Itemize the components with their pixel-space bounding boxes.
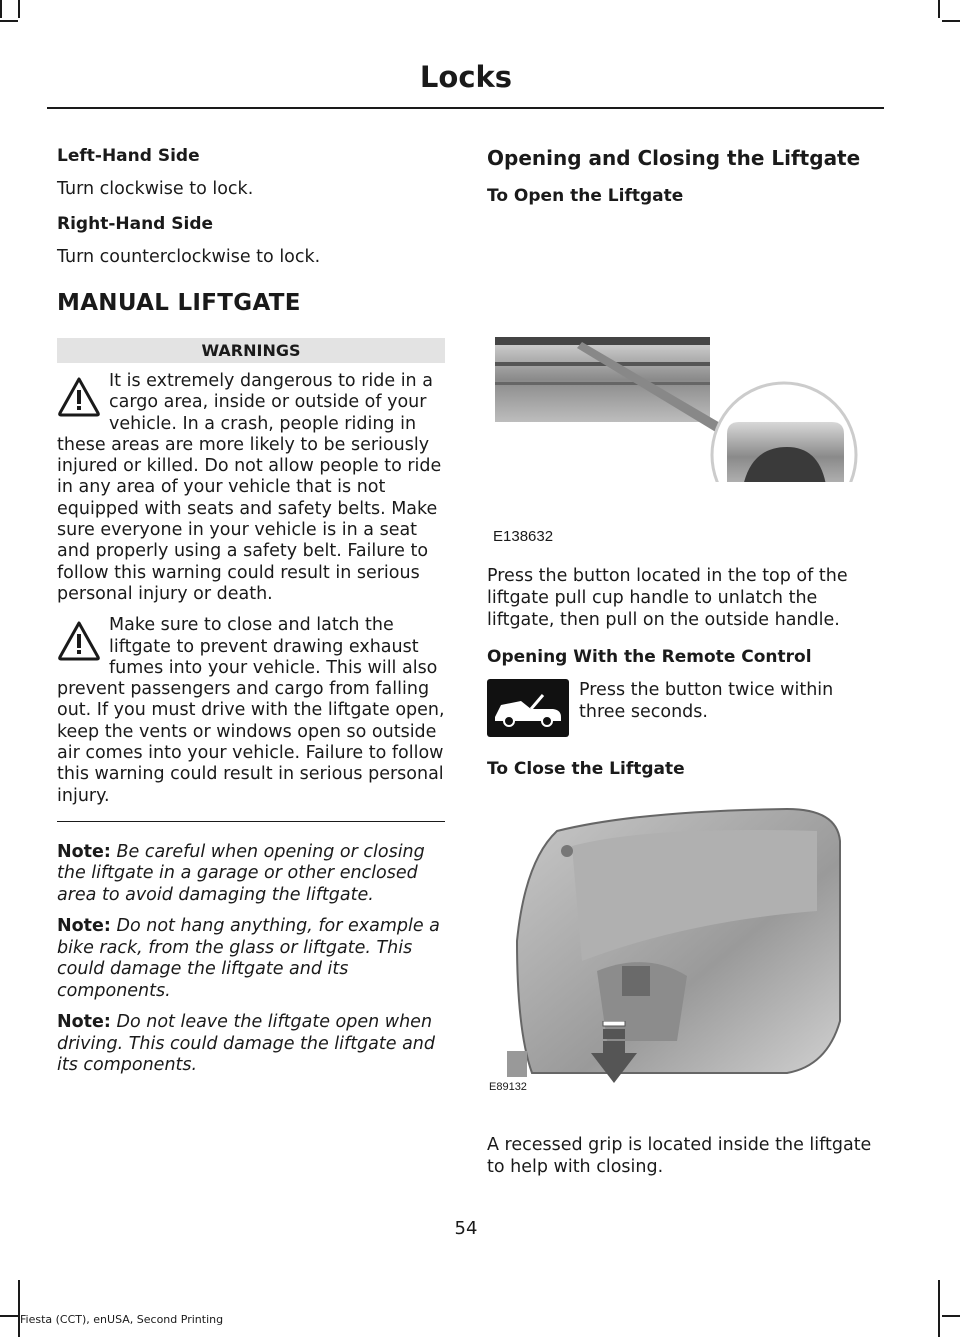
section-title-opening-closing: Opening and Closing the Liftgate	[487, 146, 861, 170]
figure-liftgate-handle	[487, 218, 880, 545]
warning-2	[57, 615, 445, 807]
remote-text: Press the button twice within three seconds.	[579, 680, 834, 722]
figure-liftgate-closing	[487, 791, 880, 1106]
warning-triangle-icon	[57, 619, 101, 663]
crop-mark	[0, 0, 2, 18]
liftgate-remote-icon	[487, 679, 569, 737]
note-1-text: Be careful when opening or closing the liftgate in a garage or other enclosed area to avoid damaging the liftgate.	[57, 841, 425, 905]
crop-mark	[0, 1315, 18, 1317]
crop-mark	[18, 1280, 20, 1337]
left-column	[57, 146, 445, 1087]
note-label: Note:	[57, 916, 111, 937]
lhs-text: Turn clockwise to lock.	[57, 179, 254, 199]
figure-id: E89132	[489, 1081, 527, 1093]
crop-mark	[938, 1280, 940, 1337]
remote-instruction	[487, 679, 880, 737]
warning-1	[57, 371, 445, 605]
lhs-heading: Left-Hand Side	[57, 146, 200, 166]
figure-id: E138632	[493, 528, 554, 545]
warning-triangle-icon	[57, 375, 101, 419]
close-heading: To Close the Liftgate	[487, 759, 685, 779]
warnings-header: WARNINGS	[57, 338, 445, 363]
remote-heading: Opening With the Remote Control	[487, 647, 812, 667]
page-number: 54	[454, 1218, 478, 1239]
note-2	[57, 916, 445, 1002]
crop-mark	[942, 1315, 960, 1317]
header-rule	[47, 107, 884, 109]
note-label: Note:	[57, 841, 111, 862]
crop-mark	[938, 0, 940, 18]
note-2-text: Do not hang anything, for example a bike rack, from the glass or liftgate. This could damage the liftgate and its components.	[57, 916, 440, 1001]
warning-1-text: It is extremely dangerous to ride in a cargo area, inside or outside of your vehicle. In a crash, people riding in these areas are more likely to be seriously injured or killed. Do not allow people to ride in any area of your vehicle that is not equipped with seats and safety belts. Make sure everyone in your vehicle is in a seat and properly using a safety belt. Failure to follow this warning could result in serious personal injury or death.	[57, 371, 442, 604]
open-heading: To Open the Liftgate	[487, 186, 684, 206]
liftgate-interior-illustration	[487, 801, 880, 1096]
liftgate-handle-illustration	[487, 222, 880, 482]
rhs-heading: Right-Hand Side	[57, 214, 214, 234]
warnings-end-rule	[57, 821, 445, 822]
close-text: A recessed grip is located inside the liftgate to help with closing.	[487, 1135, 872, 1177]
note-3	[57, 1012, 445, 1077]
warning-2-text: Make sure to close and latch the liftgate to prevent drawing exhaust fumes into your vehicle. This will also prevent passengers and cargo from falling out. If you must drive with the liftgate open, keep the vents or windows open so outside air comes into your vehicle. Failure to follow this warning could result in serious personal injury.	[57, 615, 445, 806]
footer-text: Fiesta (CCT), enUSA, Second Printing	[20, 1313, 224, 1326]
note-3-text: Do not leave the liftgate open when driving. This could damage the liftgate and its components.	[57, 1012, 436, 1076]
crop-mark	[0, 20, 18, 22]
note-1	[57, 842, 445, 907]
crop-mark	[18, 0, 20, 18]
page-title: Locks	[419, 60, 513, 94]
section-title-manual-liftgate: MANUAL LIFTGATE	[57, 290, 301, 316]
crop-mark	[942, 20, 960, 22]
open-text: Press the button located in the top of the liftgate pull cup handle to unlatch the liftgate, then pull on the outside handle.	[487, 566, 848, 630]
down-arrow-icon	[587, 1021, 647, 1086]
rhs-text: Turn counterclockwise to lock.	[57, 247, 321, 267]
right-column	[487, 146, 880, 1192]
note-label: Note:	[57, 1012, 111, 1033]
